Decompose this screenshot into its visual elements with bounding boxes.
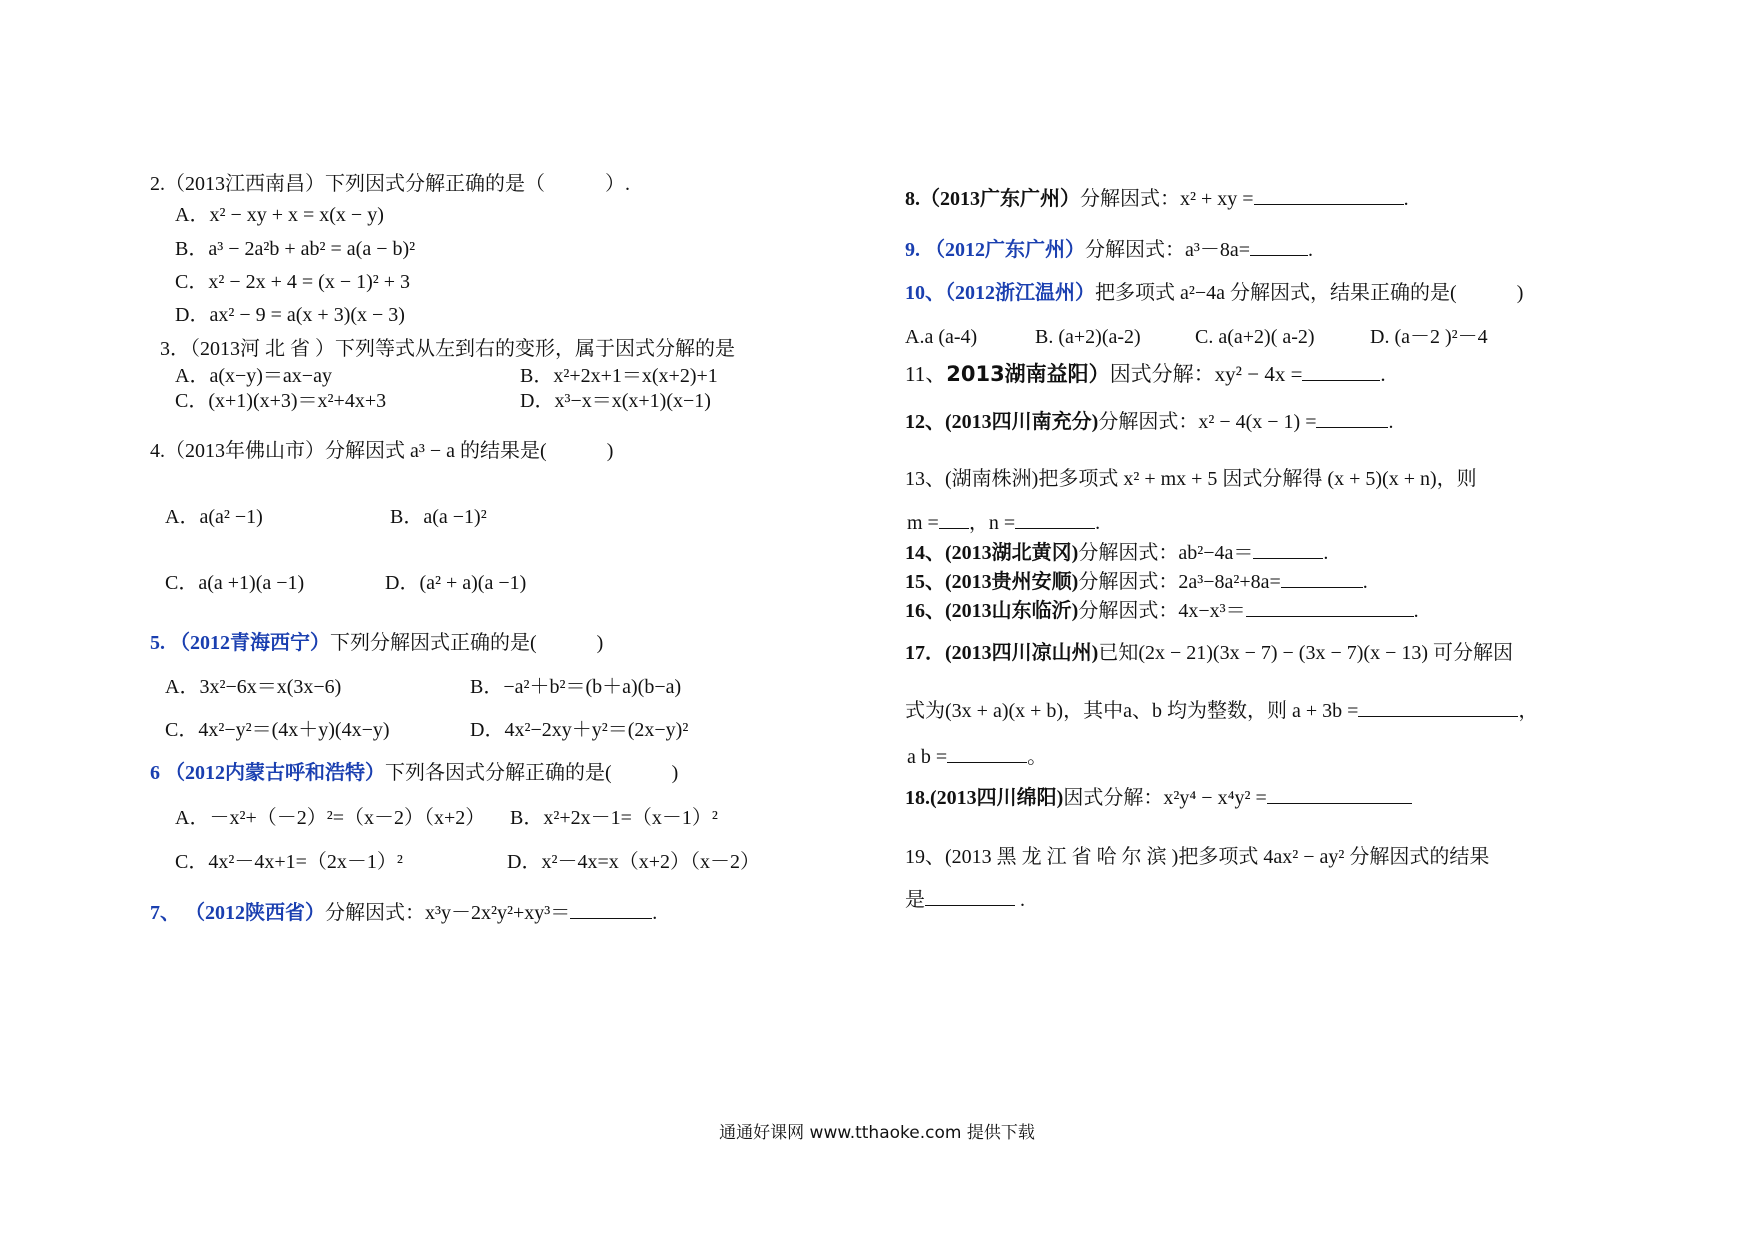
q2-option-c: C．x² − 2x + 4 = (x − 1)² + 3 bbox=[175, 271, 411, 293]
q8-answer-blank[interactable] bbox=[1254, 186, 1404, 205]
q6-option-b: B．x²+2x－1=（x－1）² bbox=[510, 807, 718, 829]
q11-stem: 11、2013湖南益阳）因式分解：xy² − 4x = . bbox=[905, 362, 1386, 386]
q5-option-b: B．−a²＋b²＝(b＋a)(b−a) bbox=[470, 676, 682, 698]
q12-stem: 12、(2013四川南充分)分解因式：x² − 4(x − 1) = . bbox=[905, 411, 1394, 433]
q5-option-c: C．4x²−y²＝(4x＋y)(4x−y) bbox=[165, 719, 390, 741]
q3-stem: 3．（2013河 北 省 ）下列等式从左到右的变形，属于因式分解的是 bbox=[160, 338, 735, 360]
q11-answer-blank[interactable] bbox=[1302, 362, 1380, 381]
q2-option-a: A．x² − xy + x = x(x − y) bbox=[175, 204, 384, 226]
q9-text: 分解因式：a³－8a= bbox=[1085, 239, 1251, 261]
q18-text: 因式分解：x²y⁴ − x⁴y² = bbox=[1063, 787, 1267, 809]
q3-option-a: A．a(x−y)＝ax−ay bbox=[175, 365, 332, 387]
q17-stem bbox=[905, 641, 1513, 665]
q11-text: 因式分解：xy² − 4x = bbox=[1109, 362, 1303, 386]
q4-option-a: A．a(a² −1) bbox=[165, 506, 263, 528]
q9-number: 9. bbox=[905, 239, 920, 261]
q10-source: （2012浙江温州） bbox=[945, 282, 1095, 304]
q12-source: 12、(2013四川南充分) bbox=[905, 411, 1099, 433]
q3-option-b: B．x²+2x+1＝x(x+2)+1 bbox=[520, 365, 718, 387]
q17-text-line1: 已知(2x − 21)(3x − 7) − (3x − 7)(x − 13) 可分解因 bbox=[1098, 642, 1514, 664]
q5-stem bbox=[150, 631, 603, 655]
q5-source: （2012青海西宁） bbox=[170, 632, 330, 654]
q15-source: 15、(2013贵州安顺) bbox=[905, 571, 1079, 593]
q16-answer-blank[interactable] bbox=[1246, 598, 1414, 617]
q16-stem: 16、(2013山东临沂)分解因式：4x−x³＝ . bbox=[905, 600, 1419, 622]
q13-n-blank[interactable] bbox=[1015, 510, 1095, 529]
q5-text: 下列分解因式正确的是( ) bbox=[330, 632, 604, 654]
q4-option-b: B．a(a −1)² bbox=[390, 506, 487, 528]
q13-stem: 13、(湖南株洲)把多项式 x² + mx + 5 因式分解得 (x + 5)(x + n)，则 bbox=[905, 468, 1477, 490]
q7-stem: 7、 （2012陕西省）分解因式：x³y－2x²y²+xy³＝ . bbox=[150, 902, 658, 924]
q18-answer-blank[interactable] bbox=[1267, 785, 1412, 804]
q4-option-c: C．a(a +1)(a −1) bbox=[165, 572, 305, 594]
q15-answer-blank[interactable] bbox=[1281, 569, 1363, 588]
q18-stem bbox=[905, 785, 1412, 810]
q17-ab-blank[interactable] bbox=[947, 744, 1027, 763]
q15-stem: 15、(2013贵州安顺)分解因式：2a³−8a²+8a= . bbox=[905, 571, 1368, 593]
q10-option-c: C. a(a+2)( a-2) bbox=[1195, 326, 1315, 348]
q17-line2: 式为(3x + a)(x + b)，其中a、b 均为整数，则 a + 3b = ， bbox=[905, 700, 1539, 722]
q5-number: 5. bbox=[150, 632, 165, 654]
q15-text: 分解因式：2a³−8a²+8a= bbox=[1078, 571, 1281, 593]
q14-stem: 14、(2013湖北黄冈)分解因式：ab²−4a＝ . bbox=[905, 542, 1329, 564]
footer-credit: 通通好课网 www.tthaoke.com 提供下载 bbox=[719, 1123, 1035, 1143]
q8-source: 8.（2013广东广州） bbox=[905, 188, 1080, 210]
q9-source: （2012广东广州） bbox=[925, 239, 1085, 261]
q12-text: 分解因式：x² − 4(x − 1) = bbox=[1098, 411, 1317, 433]
q6-option-a: A．－x²+（－2）²=（x－2）（x+2） bbox=[175, 807, 486, 829]
q10-option-d: D. (a－2 )²－4 bbox=[1370, 326, 1488, 348]
q5-option-a: A．3x²−6x＝x(3x−6) bbox=[165, 676, 342, 698]
q10-text: 把多项式 a²−4a 分解因式，结果正确的是( ) bbox=[1095, 282, 1524, 304]
q3-option-d: D．x³−x＝x(x+1)(x−1) bbox=[520, 390, 711, 412]
q19-answer-blank[interactable] bbox=[925, 887, 1015, 906]
q3-option-c: C．(x+1)(x+3)＝x²+4x+3 bbox=[175, 390, 387, 412]
q14-source: 14、(2013湖北黄冈) bbox=[905, 542, 1079, 564]
q16-text: 分解因式：4x−x³＝ bbox=[1078, 600, 1246, 622]
q17-source: 17．(2013四川凉山州) bbox=[905, 642, 1099, 664]
q10-stem bbox=[905, 281, 1523, 305]
q4-option-d: D．(a² + a)(a −1) bbox=[385, 572, 527, 594]
q2-stem: 2.（2013江西南昌）下列因式分解正确的是（ ）. bbox=[150, 173, 630, 195]
q5-option-d: D．4x²−2xy＋y²＝(2x−y)² bbox=[470, 719, 689, 741]
q12-answer-blank[interactable] bbox=[1316, 409, 1388, 428]
q7-answer-blank[interactable] bbox=[570, 900, 652, 919]
q6-option-c: C．4x²－4x+1=（2x－1）² bbox=[175, 851, 403, 873]
q17-a3b-blank[interactable] bbox=[1358, 698, 1518, 717]
q10-option-b: B. (a+2)(a-2) bbox=[1035, 326, 1141, 348]
q9-answer-blank[interactable] bbox=[1250, 237, 1308, 256]
q6-text: 下列各因式分解正确的是( ) bbox=[385, 762, 679, 784]
q8-text: 分解因式：x² + xy = bbox=[1080, 188, 1254, 210]
q14-answer-blank[interactable] bbox=[1253, 540, 1323, 559]
q13-m-blank[interactable] bbox=[939, 510, 969, 529]
q17-line3: a b = 。 bbox=[907, 746, 1048, 768]
q6-source: （2012内蒙古呼和浩特） bbox=[165, 762, 385, 784]
q14-text: 分解因式：ab²−4a＝ bbox=[1078, 542, 1254, 564]
q6-stem bbox=[150, 761, 678, 785]
q8-stem: 8.（2013广东广州）分解因式：x² + xy = . bbox=[905, 188, 1409, 210]
q10-number: 10、 bbox=[905, 282, 945, 304]
q7-text: 分解因式：x³y－2x²y²+xy³＝ bbox=[325, 902, 571, 924]
q7-number: 7、 bbox=[150, 902, 180, 924]
q19-stem: 19、(2013 黑 龙 江 省 哈 尔 滨 )把多项式 4ax² − ay² 分解因式的结果 bbox=[905, 846, 1490, 868]
q9-stem: 9. （2012广东广州）分解因式：a³－8a= . bbox=[905, 239, 1314, 261]
q4-stem: 4.（2013年佛山市）分解因式 a³ − a 的结果是( ) bbox=[150, 440, 614, 462]
q11-source: 2013湖南益阳） bbox=[946, 362, 1110, 386]
q6-number: 6 bbox=[150, 762, 160, 784]
q11-number: 11、 bbox=[905, 362, 947, 386]
q2-option-b: B．a³ − 2a²b + ab² = a(a − b)² bbox=[175, 238, 416, 260]
q19-line2: 是 . bbox=[905, 889, 1025, 911]
q6-option-d: D．x²－4x=x（x+2）（x－2） bbox=[507, 851, 760, 873]
q18-source: 18.(2013四川绵阳) bbox=[905, 787, 1064, 809]
q13-answer-line: m = ，n = . bbox=[907, 512, 1101, 534]
q2-option-d: D．ax² − 9 = a(x + 3)(x − 3) bbox=[175, 304, 405, 326]
q16-source: 16、(2013山东临沂) bbox=[905, 600, 1079, 622]
q7-source: （2012陕西省） bbox=[185, 902, 325, 924]
q10-option-a: A.a (a-4) bbox=[905, 326, 978, 348]
